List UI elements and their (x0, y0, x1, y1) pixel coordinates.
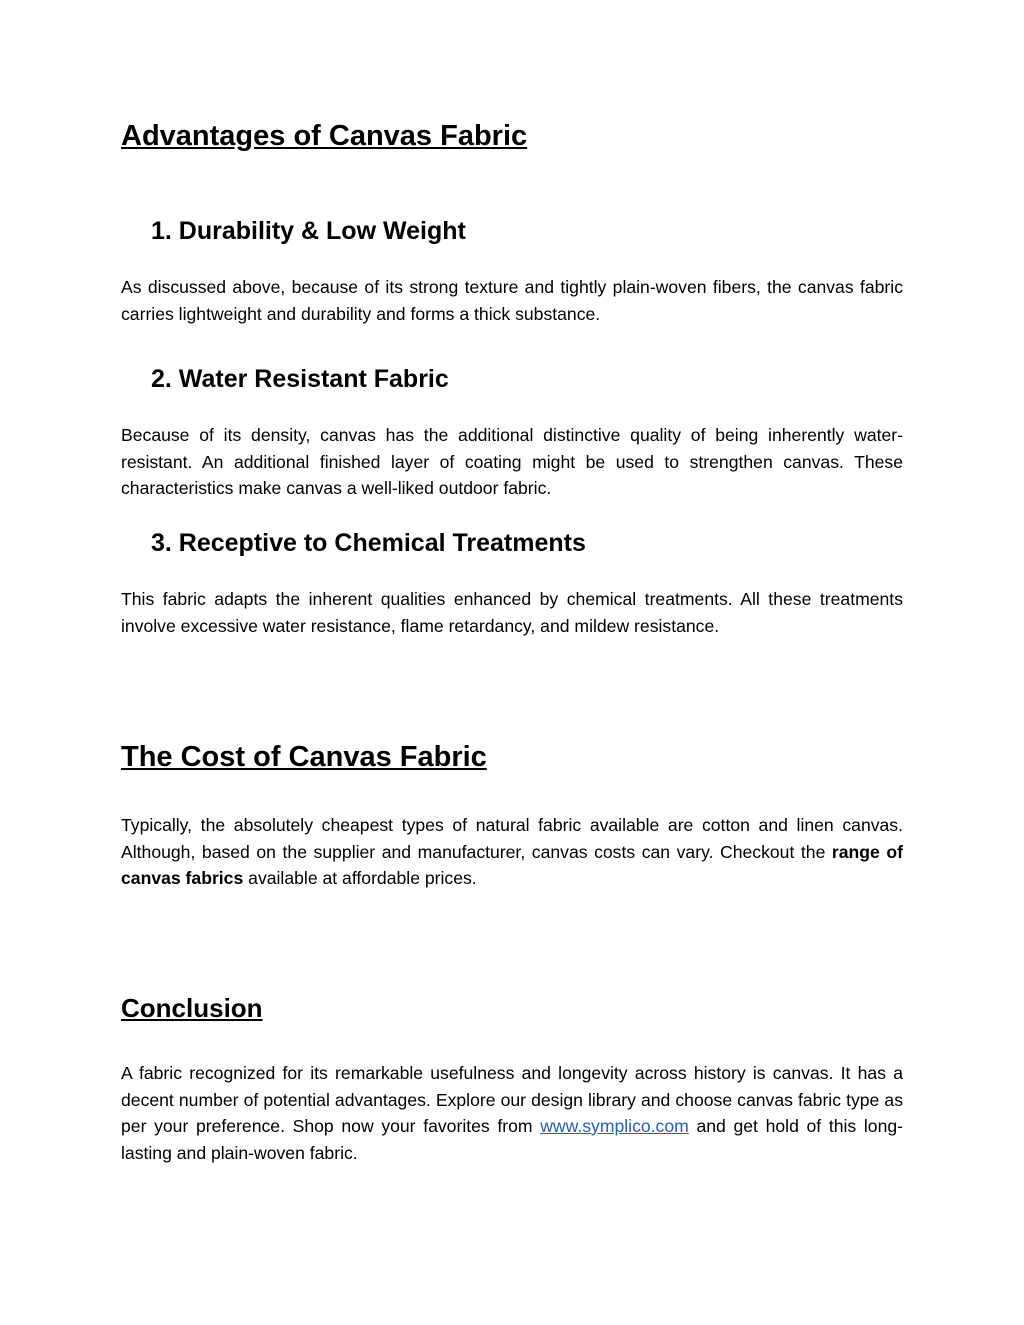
symplico-link[interactable]: www.symplico.com (540, 1116, 689, 1136)
conclusion-text-start: A fabric recognized for its remarkable usefulness and longevity across history is canvas. It has a decent number of potential advantages. Explore our design library and choose canvas fabric type as per your preference. Shop now your favorites from (121, 1063, 903, 1136)
subheading-durability: 1. Durability & Low Weight (151, 217, 466, 245)
heading-cost: The Cost of Canvas Fabric (121, 741, 487, 773)
subheading-water-resistant: 2. Water Resistant Fabric (151, 365, 449, 393)
paragraph-cost (121, 812, 903, 892)
paragraph-conclusion (121, 1060, 903, 1166)
paragraph-water-resistant: Because of its density, canvas has the additional distinctive quality of being inherently water-resistant. An additional finished layer of coating might be used to strengthen canvas. These characteristics make canvas a well-liked outdoor fabric. (121, 425, 903, 498)
cost-text-end: available at affordable prices. (243, 868, 477, 888)
cost-bold-phrase: range of canvas fabrics (121, 841, 903, 888)
conclusion-text-end: and get hold of this long-lasting and plain-woven fabric. (121, 1116, 904, 1163)
paragraph-durability: As discussed above, because of its strong texture and tightly plain-woven fibers, the canvas fabric carries lightweight and durability and forms a thick substance. (121, 277, 903, 324)
paragraph-chemical-treatments: This fabric adapts the inherent qualities enhanced by chemical treatments. All these treatments involve excessive water resistance, flame retardancy, and mildew resistance. (121, 589, 903, 636)
subheading-chemical-treatments: 3. Receptive to Chemical Treatments (151, 529, 586, 557)
heading-conclusion: Conclusion (121, 993, 263, 1023)
heading-advantages: Advantages of Canvas Fabric (121, 120, 528, 152)
cost-text-start: Typically, the absolutely cheapest types of natural fabric available are cotton and linen canvas. Although, based on the supplier and manufacturer, canvas costs can vary. Checkout the (121, 815, 903, 862)
